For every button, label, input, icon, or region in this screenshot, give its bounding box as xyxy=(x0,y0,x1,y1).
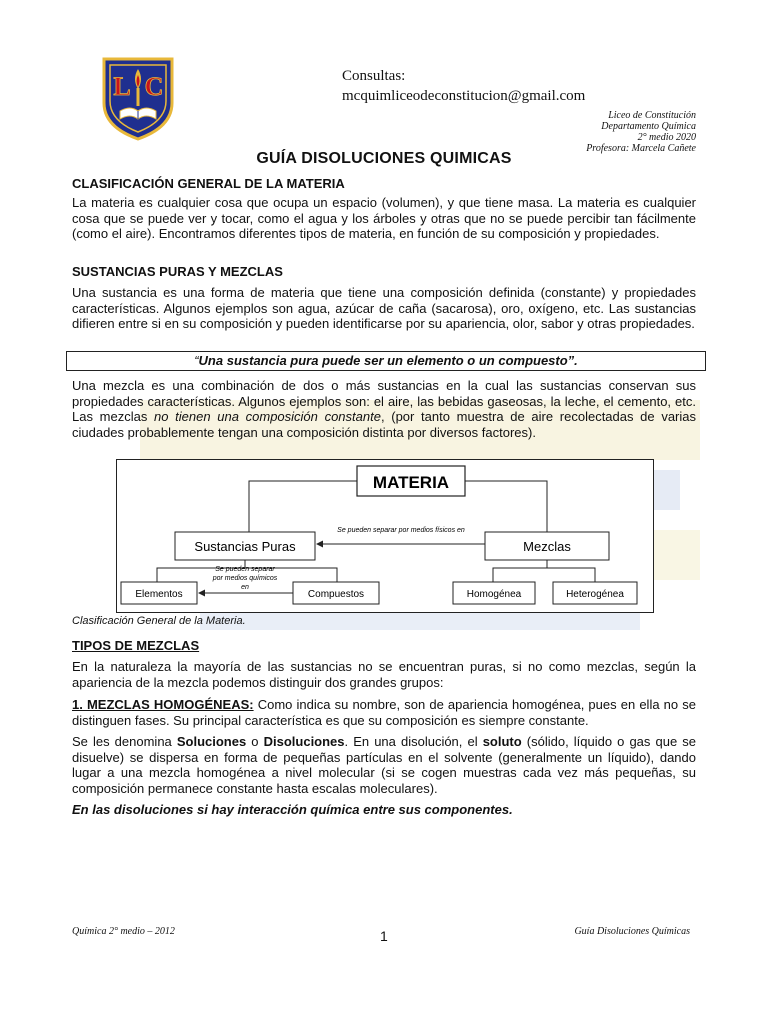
node-materia: MATERIA xyxy=(372,473,450,492)
node-mezclas: Mezclas xyxy=(523,539,571,554)
node-homogenea: Homogénea xyxy=(466,589,522,600)
svg-text:C: C xyxy=(144,72,164,101)
node-compuestos: Compuestos xyxy=(307,589,365,600)
consultas-label: Consultas: xyxy=(342,68,406,84)
node-sustancias-puras: Sustancias Puras xyxy=(194,539,296,554)
connector-root-left xyxy=(249,481,357,532)
section-text-clasificacion: La materia es cualquier cosa que ocupa un espacio (volumen), y que tiene masa. La materia es cualquier cosa que se puede ver y tocar, como el agua y los árboles y otras que no se puede percibir tan fácilmente (como el aire). Encontramos diferentes tipos de materia, en función de su composición y propiedades. xyxy=(72,195,696,241)
highlight-quote-box xyxy=(66,351,706,371)
term-disoluciones: Disoluciones xyxy=(263,734,345,749)
disol-text-c: (sólido, líquido o gas que se disuelve) se dispersa en forma de pequeñas partículas en el solvente (generalmente un líquido), dando lugar a una mezcla homogénea a nivel molecular (si se cogen muestras cada vez más pequeñas, su composición permanece constante hasta escalas moleculares). xyxy=(72,734,696,796)
section-text-homogeneas xyxy=(72,697,696,728)
mezcla-text-b: , (por tanto muestra de aire recolectadas de varias ciudades probablemente tengan una composición distinta por diversos factores). xyxy=(72,409,696,440)
institution-info xyxy=(586,110,696,154)
course-year: 2° medio 2020 xyxy=(637,132,696,143)
mezcla-text-a: Una mezcla es una combinación de dos o más sustancias en la cual las sustancias conservan sus propiedades características. Algunos ejemplos son: el aire, las bebidas gaseosas, la leche, el cemento, etc. Las mezclas xyxy=(72,378,696,424)
homogeneas-text: Como indica su nombre, son de apariencia homogénea, pues en ella no se distinguen fases. Su principal característica es que su composición es siempre constante. xyxy=(72,697,696,728)
section-heading-tipos: TIPOS DE MEZCLAS xyxy=(72,638,200,653)
conclusion-text: En las disoluciones si hay interacción química entre sus componentes. xyxy=(72,802,513,817)
node-elementos: Elementos xyxy=(135,589,183,600)
materia-classification-diagram xyxy=(116,459,654,613)
connector-root-right xyxy=(465,481,547,532)
footer-right: Guía Disoluciones Químicas xyxy=(574,926,690,937)
subheading-homogeneas: 1. MEZCLAS HOMOGÉNEAS: xyxy=(72,697,254,712)
mezcla-text-italic: no tienen una composición constante xyxy=(154,409,381,424)
section-text-disoluciones xyxy=(72,734,696,796)
highlight-quote: Una sustancia pura puede ser un elemento o un compuesto”. xyxy=(198,353,578,368)
school-logo xyxy=(100,55,176,141)
svg-text:L: L xyxy=(113,72,131,101)
label-quimicos-2: por medios químicos xyxy=(212,575,278,582)
node-heterogenea: Heterogénea xyxy=(566,589,624,600)
footer-left: Química 2° medio – 2012 xyxy=(72,926,175,937)
school-name: Liceo de Constitución xyxy=(608,110,696,121)
section-heading-clasificacion: CLASIFICACIÓN GENERAL DE LA MATERIA xyxy=(72,176,345,191)
term-soluto: soluto xyxy=(482,734,522,749)
diagram-caption: Clasificación General de la Materia. xyxy=(72,615,246,627)
disol-text-a: Se les denomina xyxy=(72,734,177,749)
teacher: Profesora: Marcela Cañete xyxy=(586,143,696,154)
quote-open-mark: “ xyxy=(194,353,199,368)
department: Departamento Química xyxy=(601,121,696,132)
connector-mz-leaves xyxy=(493,568,595,582)
label-medios-fisicos: Se pueden separar por medios físicos en xyxy=(337,527,465,534)
disol-text-b: . En una disolución, el xyxy=(344,734,483,749)
section-text-sustancias: Una sustancia es una forma de materia que tiene una composición definida (constante) y propiedades características. Algunos ejemplos son agua, azúcar de caña (sacarosa), oro, oxígeno, etc. Las sustancias difieren entre si en su composición y pueden identificarse por su apariencia, olor, sabor y otras propiedades. xyxy=(72,285,696,331)
section-heading-sustancias: SUSTANCIAS PURAS Y MEZCLAS xyxy=(72,264,283,279)
section-text-tipos: En la naturaleza la mayoría de las sustancias no se encuentran puras, si no como mezclas, según la apariencia de la mezcla podemos distinguir dos grandes grupos: xyxy=(72,659,696,690)
disol-text-o: o xyxy=(246,734,264,749)
contact-block xyxy=(342,66,585,106)
section-text-mezcla xyxy=(72,378,696,440)
contact-email[interactable]: mcquimliceodeconstitucion@gmail.com xyxy=(342,88,586,104)
label-quimicos-1: Se pueden separar xyxy=(215,566,275,573)
term-soluciones: Soluciones xyxy=(176,734,247,749)
label-quimicos-3: en xyxy=(241,584,249,591)
page-title: GUÍA DISOLUCIONES QUIMICAS xyxy=(256,150,512,167)
page-number: 1 xyxy=(380,928,388,944)
